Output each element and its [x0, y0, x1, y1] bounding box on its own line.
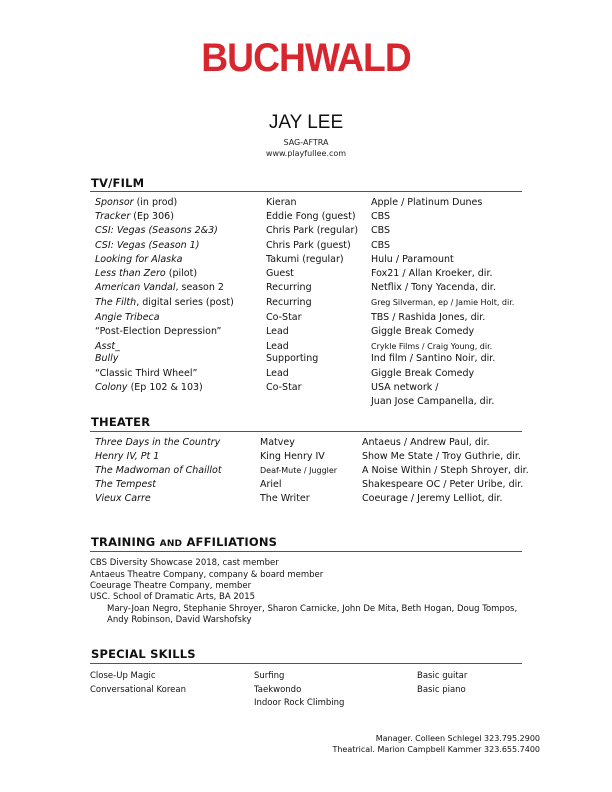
credit-title — [95, 479, 156, 490]
credit-title — [95, 465, 222, 476]
credit-title-main: Sponsor — [95, 197, 134, 208]
training-line: CBS Diversity Showcase 2018, cast member — [90, 558, 279, 568]
credit-title-main: Colony — [95, 382, 128, 393]
credit-company: Ind film / Santino Noir, dir. — [371, 353, 496, 364]
credit-title-main: Looking for Alaska — [95, 254, 183, 265]
training-line: USC. School of Dramatic Arts, BA 2015 — [90, 592, 256, 602]
credit-title — [95, 254, 182, 265]
credit-role: Chris Park (guest) — [266, 240, 351, 251]
credit-title-main: CSI: Vegas (Season 1) — [95, 240, 200, 251]
credit-company: Antaeus / Andrew Paul, dir. — [362, 437, 490, 448]
training-line: Coeurage Theatre Company, member — [90, 581, 252, 591]
credit-role: King Henry IV — [260, 451, 325, 462]
credit-title-main: American Vandal — [95, 282, 176, 293]
credit-role: Ariel — [260, 479, 282, 490]
skill-item: Conversational Korean — [90, 685, 186, 695]
credit-title — [95, 493, 151, 504]
credit-role: Supporting — [266, 353, 319, 364]
credit-company: CBS — [371, 225, 391, 236]
credit-title-main: CSI: Vegas (Seasons 2&3) — [95, 225, 218, 236]
credit-company: Greg Silverman, ep / Jamie Holt, dir. — [371, 298, 515, 307]
credit-title — [95, 240, 199, 251]
credit-company: Crykle Films / Craig Young, dir. — [371, 342, 493, 351]
training-heading-and: AND — [159, 539, 183, 549]
credit-title — [95, 225, 218, 236]
credit-title-note: (in prod) — [133, 197, 178, 208]
credit-title — [95, 297, 234, 308]
credit-title — [95, 341, 120, 352]
credit-title-main: The Madwoman of Chaillot — [95, 465, 222, 476]
credit-role: Recurring — [266, 297, 312, 308]
credit-title-note: (Ep 102 & 103) — [127, 382, 203, 393]
skill-item: Basic guitar — [417, 671, 468, 681]
credit-company: Fox21 / Allan Kroeker, dir. — [371, 268, 493, 279]
credit-title-note: , digital series (post) — [136, 297, 234, 308]
credit-title — [95, 282, 224, 293]
credit-company: Netflix / Tony Yacenda, dir. — [371, 282, 496, 293]
credit-title-note: (pilot) — [165, 268, 198, 279]
theatrical-contact: Theatrical. Marion Campbell Kammer 323.655.7400 — [332, 745, 540, 754]
credit-title — [95, 326, 221, 337]
credit-role: Co-Star — [266, 382, 302, 393]
skill-item: Basic piano — [417, 685, 466, 695]
credit-company: TBS / Rashida Jones, dir. — [371, 312, 486, 323]
training-heading-a: TRAINING — [91, 535, 160, 549]
credit-title-main: Bully — [95, 353, 119, 364]
tv-film-heading: TV/FILM — [91, 176, 145, 190]
credit-title — [95, 312, 160, 323]
credit-role: Deaf-Mute / Juggler — [260, 466, 338, 475]
credit-company: Giggle Break Comedy — [371, 368, 475, 379]
credit-title-main: Vieux Carre — [95, 493, 151, 504]
credit-company: Coeurage / Jeremy Lelliot, dir. — [362, 493, 503, 504]
credit-role: The Writer — [260, 493, 310, 504]
credit-role: Co-Star — [266, 312, 302, 323]
credit-company: Show Me State / Troy Guthrie, dir. — [362, 451, 521, 462]
theater-heading: THEATER — [91, 415, 151, 429]
credit-title-main: The Tempest — [95, 479, 156, 490]
skill-item: Close-Up Magic — [90, 671, 156, 681]
skill-item: Surfing — [254, 671, 285, 681]
credit-company: USA network / — [371, 382, 439, 393]
credit-role: Kieran — [266, 197, 297, 208]
credit-title — [95, 268, 197, 279]
training-line: Antaeus Theatre Company, company & board member — [90, 570, 324, 580]
credit-company: A Noise Within / Steph Shroyer, dir. — [362, 465, 529, 476]
credit-company: CBS — [371, 211, 391, 222]
credit-role: Recurring — [266, 282, 312, 293]
credit-role: Eddie Fong (guest) — [266, 211, 356, 222]
credit-title-note: “Classic Third Wheel” — [95, 368, 198, 379]
skills-heading: SPECIAL SKILLS — [91, 647, 196, 661]
manager-contact: Manager. Colleen Schlegel 323.795.2900 — [375, 734, 540, 743]
training-heading — [91, 535, 277, 549]
credit-title — [95, 451, 159, 462]
skills-divider — [90, 663, 522, 664]
credit-role: Lead — [266, 326, 289, 337]
training-divider — [90, 551, 522, 552]
credit-title — [95, 437, 220, 448]
credit-title-note: , season 2 — [175, 282, 224, 293]
tv-film-divider — [90, 191, 522, 192]
credit-role: Lead — [266, 368, 289, 379]
credit-title — [95, 211, 174, 222]
credit-title-main: The Filth — [95, 297, 137, 308]
credit-title-main: Henry IV, Pt 1 — [95, 451, 160, 462]
union-affiliation: SAG-AFTRA — [283, 138, 329, 147]
credit-title — [95, 353, 118, 364]
credit-role: Guest — [266, 268, 294, 279]
credit-title-note: (Ep 306) — [130, 211, 174, 222]
actor-website[interactable]: www.playfullee.com — [265, 149, 347, 158]
credit-title — [95, 382, 203, 393]
credit-title-main: Angie Tribeca — [95, 312, 160, 323]
credit-title-main: Less than Zero — [95, 268, 166, 279]
skill-item: Taekwondo — [254, 685, 302, 695]
credit-title-note: “Post-Election Depression” — [95, 326, 222, 337]
agency-logo: BUCHWALD — [201, 36, 411, 80]
credit-title — [95, 197, 177, 208]
training-heading-c: AFFILIATIONS — [182, 535, 278, 549]
credit-company: Shakespeare OC / Peter Uribe, dir. — [362, 479, 524, 490]
credit-title-main: Three Days in the Country — [95, 437, 221, 448]
credit-title-main: Asst_ — [95, 341, 120, 352]
credit-company: Hulu / Paramount — [371, 254, 454, 265]
theater-divider — [90, 431, 522, 432]
credit-role: Chris Park (regular) — [266, 225, 359, 236]
credit-role: Matvey — [260, 437, 295, 448]
teachers-line: Mary-Joan Negro, Stephanie Shroyer, Sharon Carnicke, John De Mita, Beth Hogan, Doug Tompos, — [107, 604, 518, 614]
credit-role: Takumi (regular) — [266, 254, 344, 265]
credit-title-main: Tracker — [95, 211, 131, 222]
credit-company: CBS — [371, 240, 391, 251]
teachers-line: Andy Robinson, David Warshofsky — [107, 615, 252, 625]
credit-company: Juan Jose Campanella, dir. — [371, 396, 495, 407]
credit-role: Lead — [266, 341, 289, 352]
skill-item: Indoor Rock Climbing — [254, 698, 345, 708]
actor-name: JAY LEE — [268, 112, 344, 133]
credit-title — [95, 368, 197, 379]
credit-company: Giggle Break Comedy — [371, 326, 475, 337]
credit-company: Apple / Platinum Dunes — [371, 197, 483, 208]
